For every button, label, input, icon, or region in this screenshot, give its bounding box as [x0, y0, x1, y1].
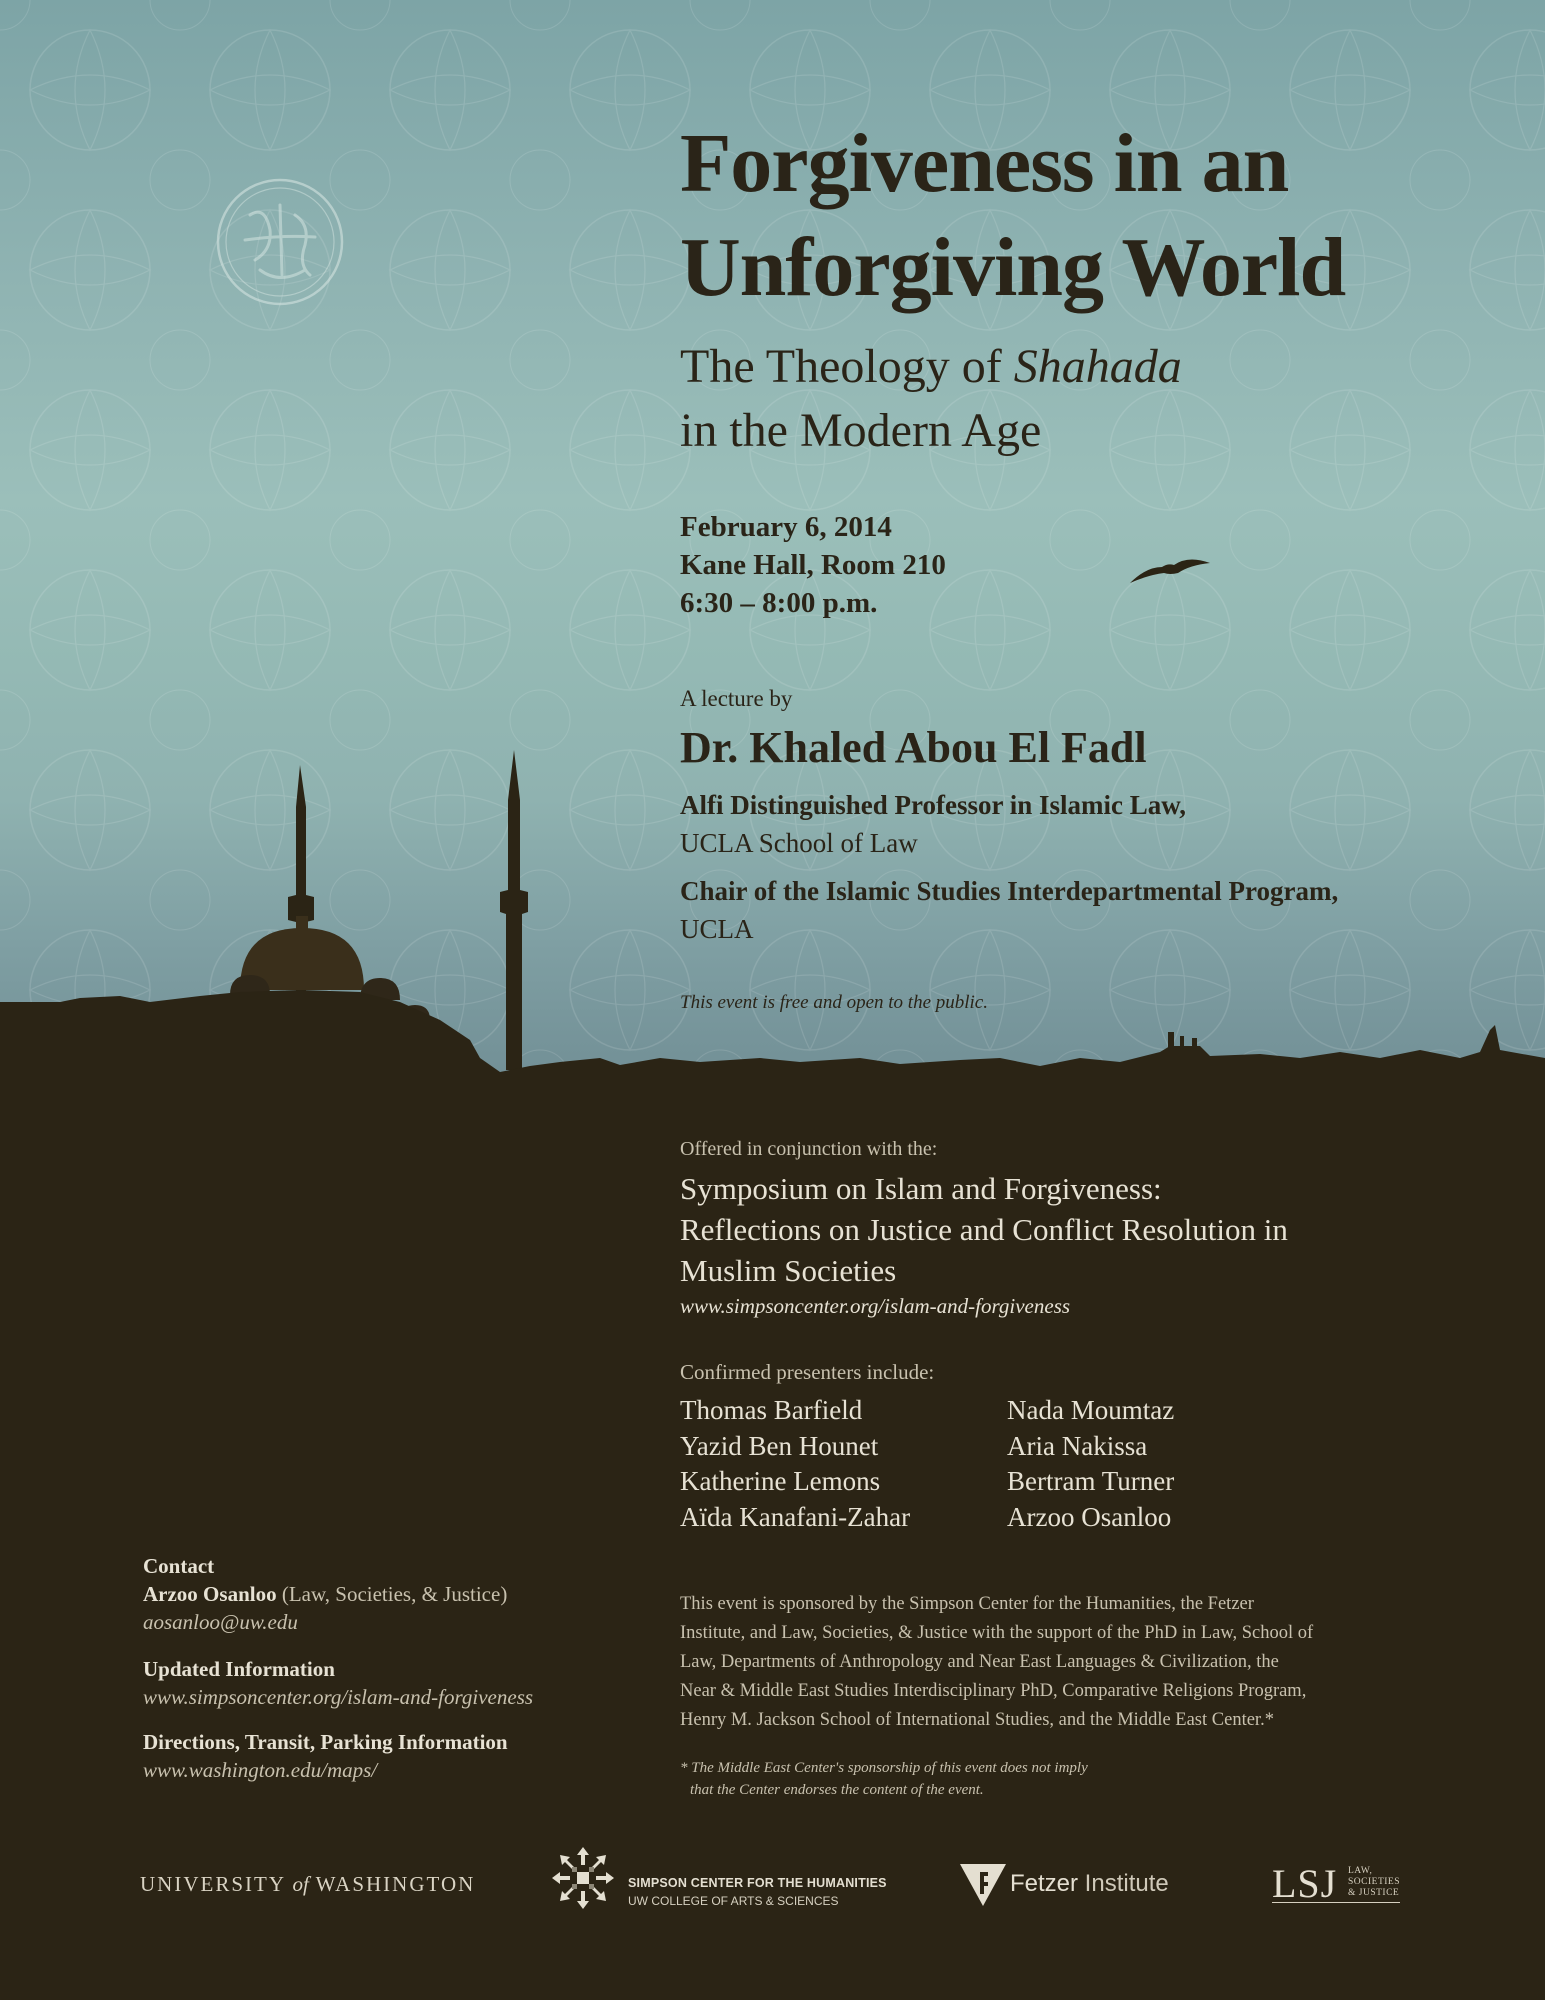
confirmed-presenters-label: Confirmed presenters include: [680, 1360, 935, 1384]
updated-info-block [143, 1655, 533, 1711]
lecture-by-label: A lecture by [680, 686, 793, 711]
symposium-line-3: Muslim Societies [680, 1253, 897, 1288]
lsj-logo-letters: LSJ [1272, 1861, 1338, 1906]
offered-label: Offered in conjunction with the: [680, 1138, 938, 1160]
title-line-1: Forgiveness in an [680, 117, 1289, 210]
event-time: 6:30 – 8:00 p.m. [680, 587, 878, 619]
uw-logo-of: of [292, 1872, 309, 1896]
directions-link[interactable]: www.washington.edu/maps/ [143, 1758, 378, 1782]
contact-affiliation: (Law, Societies, & Justice) [276, 1582, 508, 1606]
sponsor-line: Near & Middle East Studies Interdisciplinary PhD, Comparative Religions Program, [680, 1681, 1307, 1701]
uw-logo-prefix: UNIVERSITY [140, 1872, 293, 1896]
symposium-url-link[interactable]: www.simpsoncenter.org/islam-and-forgiveness [680, 1294, 1071, 1318]
footnote-line: that the Center endorses the content of the event. [690, 1782, 984, 1798]
presenter: Yazid Ben Hounet [680, 1430, 879, 1461]
speaker-role-1 [680, 786, 1186, 862]
sponsor-line: This event is sponsored by the Simpson Center for the Humanities, the Fetzer [680, 1594, 1254, 1614]
event-subtitle [680, 335, 1182, 463]
fetzer-logo-rest: Institute [1078, 1870, 1169, 1897]
simpson-snowflake-icon [550, 1845, 616, 1911]
event-date: February 6, 2014 [680, 511, 892, 543]
role-2-title: Chair of the Islamic Studies Interdepartmental Program, [680, 876, 1339, 906]
lsj-logo[interactable] [1272, 1860, 1412, 1910]
lsj-logo-line: LAW, [1348, 1866, 1373, 1876]
footnote-line: * The Middle East Center's sponsorship of this event does not imply [680, 1760, 1088, 1776]
subtitle-prefix: The Theology of [680, 340, 1014, 393]
role-2-org: UCLA [680, 914, 754, 944]
calligraphy-seal-icon [210, 175, 350, 310]
contact-heading: Contact [143, 1554, 215, 1578]
bird-icon [1128, 553, 1212, 587]
event-details [680, 508, 946, 622]
fetzer-logo-text [1010, 1870, 1169, 1898]
event-title [680, 112, 1345, 320]
speaker-role-2 [680, 872, 1338, 948]
title-line-2: Unforgiving World [680, 221, 1346, 314]
presenter: Aria Nakissa [1007, 1430, 1148, 1461]
lsj-logo-subtext [1348, 1866, 1400, 1899]
contact-block [143, 1552, 507, 1636]
speaker-name: Dr. Khaled Abou El Fadl [680, 723, 1147, 772]
presenter: Nada Moumtaz [1007, 1395, 1175, 1425]
presenter: Arzoo Osanloo [1007, 1501, 1172, 1532]
presenter: Katherine Lemons [680, 1466, 881, 1496]
event-location: Kane Hall, Room 210 [680, 549, 946, 581]
lsj-logo-line: SOCIETIES [1348, 1877, 1400, 1887]
sponsor-line: Law, Departments of Anthropology and Near East Languages & Civilization, the [680, 1652, 1279, 1672]
presenters-column-1 [680, 1393, 910, 1535]
sponsor-line: Henry M. Jackson School of International Studies, and the Middle East Center.* [680, 1710, 1274, 1730]
subtitle-line-1 [680, 335, 1182, 399]
symposium-line-1: Symposium on Islam and Forgiveness: [680, 1171, 1162, 1206]
sponsor-statement [680, 1590, 1370, 1735]
simpson-logo-line-1: SIMPSON CENTER FOR THE HUMANITIES [628, 1876, 887, 1890]
simpson-center-logo[interactable] [550, 1845, 887, 1915]
lsj-logo-underline [1272, 1902, 1400, 1903]
directions-block [143, 1728, 508, 1784]
subtitle-italic: Shahada [1013, 340, 1182, 393]
contact-email-link[interactable]: aosanloo@uw.edu [143, 1610, 298, 1634]
updated-info-heading: Updated Information [143, 1657, 335, 1681]
simpson-logo-line-2: UW COLLEGE OF ARTS & SCIENCES [628, 1894, 839, 1908]
sponsor-line: Institute, and Law, Societies, & Justice with the support of the PhD in Law, School of [680, 1623, 1314, 1643]
directions-heading: Directions, Transit, Parking Information [143, 1730, 508, 1754]
lsj-logo-line: & JUSTICE [1348, 1888, 1400, 1898]
sponsorship-footnote [680, 1757, 1100, 1801]
subtitle-line-2: in the Modern Age [680, 404, 1042, 457]
fetzer-logo-bold: Fetzer [1010, 1870, 1079, 1897]
presenters-column-2 [1007, 1393, 1174, 1535]
uw-logo-suffix: WASHINGTON [308, 1872, 476, 1896]
contact-person [143, 1580, 507, 1608]
presenter: Bertram Turner [1007, 1466, 1175, 1496]
role-1-title: Alfi Distinguished Professor in Islamic Law, [680, 790, 1187, 820]
role-1-org: UCLA School of Law [680, 828, 918, 858]
free-event-note: This event is free and open to the public. [680, 992, 988, 1013]
uw-logo[interactable] [140, 1872, 475, 1897]
symposium-line-2: Reflections on Justice and Conflict Resolution in [680, 1212, 1288, 1247]
symposium-title [680, 1168, 1440, 1291]
presenter: Thomas Barfield [680, 1395, 863, 1425]
contact-name: Arzoo Osanloo [143, 1582, 277, 1606]
updated-info-link[interactable]: www.simpsoncenter.org/islam-and-forgiveness [143, 1685, 534, 1709]
presenter: Aïda Kanafani-Zahar [680, 1501, 911, 1532]
fetzer-triangle-icon [958, 1860, 1008, 1908]
